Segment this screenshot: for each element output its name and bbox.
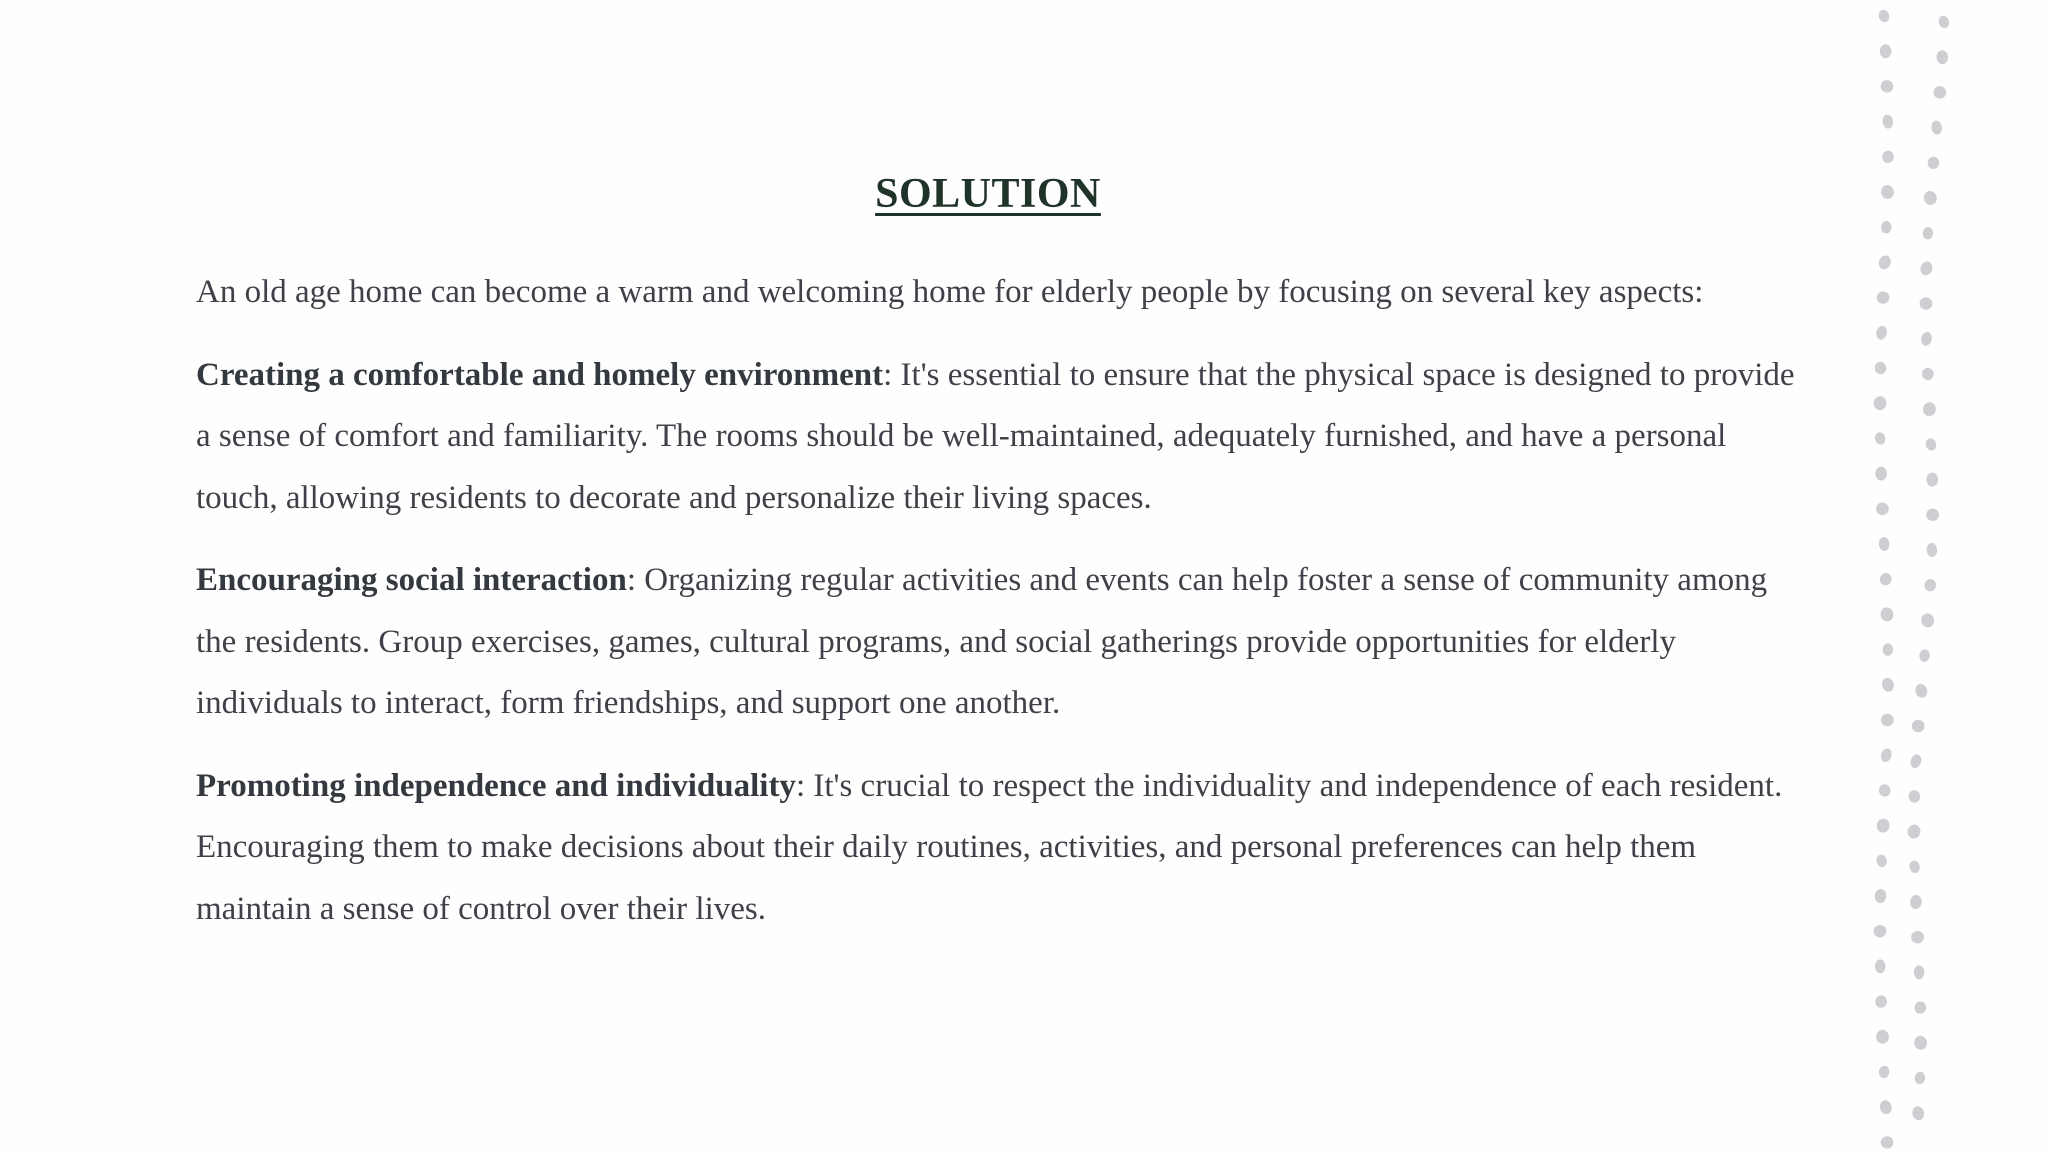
point-heading-3: Promoting independence and individuality xyxy=(196,767,796,804)
point-text-1: : It's essential to ensure that the physical space is designed to provide a sense of comfort and familiarity. The rooms should be well-maintained, adequately furnished, and have a personal touch, allowing residents to decorate and personalize their living spaces. xyxy=(196,356,1795,516)
decorative-dot xyxy=(1878,1065,1890,1079)
decorative-dot xyxy=(1882,114,1894,129)
decorative-dot xyxy=(1873,431,1886,446)
decorative-dot xyxy=(1924,437,1937,452)
decorative-dot xyxy=(1879,44,1891,59)
decorative-dot xyxy=(1880,1136,1894,1149)
decorative-dot xyxy=(1881,714,1894,726)
decorative-dot xyxy=(1874,361,1888,375)
decorative-dot xyxy=(1880,184,1896,201)
decorative-dot xyxy=(1921,367,1935,381)
decorative-dot xyxy=(1920,612,1935,628)
decorative-dot xyxy=(1878,537,1890,552)
decorative-dot xyxy=(1879,572,1893,587)
decorative-dot xyxy=(1912,720,1925,732)
decorative-dot xyxy=(1919,260,1935,277)
decorative-dot xyxy=(1923,578,1937,593)
decorative-dot xyxy=(1913,1035,1927,1050)
decorative-dot xyxy=(1908,790,1921,804)
decorative-dot xyxy=(1936,50,1948,65)
decorative-dot xyxy=(1878,784,1891,798)
decorative-dot xyxy=(1937,14,1951,29)
decorative-dot xyxy=(1879,747,1893,763)
decorative-dot xyxy=(1881,150,1894,164)
decorative-dot xyxy=(1911,1105,1925,1121)
decorative-dot xyxy=(1910,895,1923,910)
decorative-dot xyxy=(1875,854,1888,868)
decorative-dot xyxy=(1877,8,1891,23)
decorative-dot xyxy=(1922,401,1936,416)
slide-title: SOLUTION xyxy=(875,171,1101,217)
decorative-dot xyxy=(1913,1000,1928,1015)
decorative-dot xyxy=(1876,291,1890,304)
decorative-dot xyxy=(1914,1071,1926,1085)
decorative-dot xyxy=(1879,79,1894,94)
point-paragraph-3 xyxy=(196,756,1796,941)
decorative-dot xyxy=(1877,254,1893,271)
intro-paragraph: An old age home can become a warm and welcoming home for elderly people by focusing on several key aspects: xyxy=(196,274,1704,310)
decorative-dot xyxy=(1919,649,1931,662)
point-paragraph-1 xyxy=(196,345,1796,530)
decorative-dot xyxy=(1874,501,1890,517)
decorative-dot xyxy=(1914,965,1925,979)
decorative-dot xyxy=(1875,818,1890,834)
decorative-dot xyxy=(1932,85,1947,100)
point-paragraph-2 xyxy=(196,550,1796,735)
decorative-dot xyxy=(1914,682,1929,699)
decorative-dot xyxy=(1922,227,1933,240)
decorative-dot xyxy=(1874,994,1889,1009)
decorative-dot xyxy=(1880,676,1895,693)
point-text-3: : It's crucial to respect the individuality and independence of each resident. Encouraging them to make decisions about their daily routines, activities, and personal preferences can help them maintain a sense of control over their lives. xyxy=(196,767,1783,927)
point-heading-2: Encouraging social interaction xyxy=(196,562,627,598)
decorative-dot xyxy=(1879,1099,1893,1115)
decorative-dot xyxy=(1926,472,1938,486)
decorative-dot xyxy=(1906,824,1921,840)
decorative-dot xyxy=(1879,606,1894,622)
decorative-dot xyxy=(1909,929,1925,945)
decorative-dot xyxy=(1919,297,1933,310)
decorative-dot xyxy=(1925,507,1941,523)
decorative-dot xyxy=(1922,190,1938,207)
decorative-dot xyxy=(1926,543,1938,558)
decorative-dot xyxy=(1875,1029,1889,1044)
decorative-dot xyxy=(1920,331,1933,347)
decorative-dot xyxy=(1875,466,1887,480)
decorative-dot xyxy=(1909,753,1923,769)
decorative-dot xyxy=(1873,395,1887,410)
point-heading-1: Creating a comfortable and homely environment xyxy=(196,356,884,393)
decorative-dot xyxy=(1930,120,1942,135)
decorative-dot xyxy=(1881,221,1892,234)
slide-body xyxy=(196,262,1796,961)
decorative-dot-border xyxy=(1860,0,1960,1152)
decorative-dot xyxy=(1882,643,1894,656)
point-text-2: : Organizing regular activities and events can help foster a sense of community among the residents. Group exercises, games, cultural programs, and social gatherings provide opportunities for elderly individuals to interact, form friendships, and support one another. xyxy=(196,562,1768,721)
decorative-dot xyxy=(1874,889,1887,904)
decorative-dot xyxy=(1872,923,1888,939)
decorative-dot xyxy=(1908,860,1921,874)
decorative-dot xyxy=(1875,325,1888,341)
decorative-dot xyxy=(1875,959,1886,973)
decorative-dot xyxy=(1927,156,1940,170)
